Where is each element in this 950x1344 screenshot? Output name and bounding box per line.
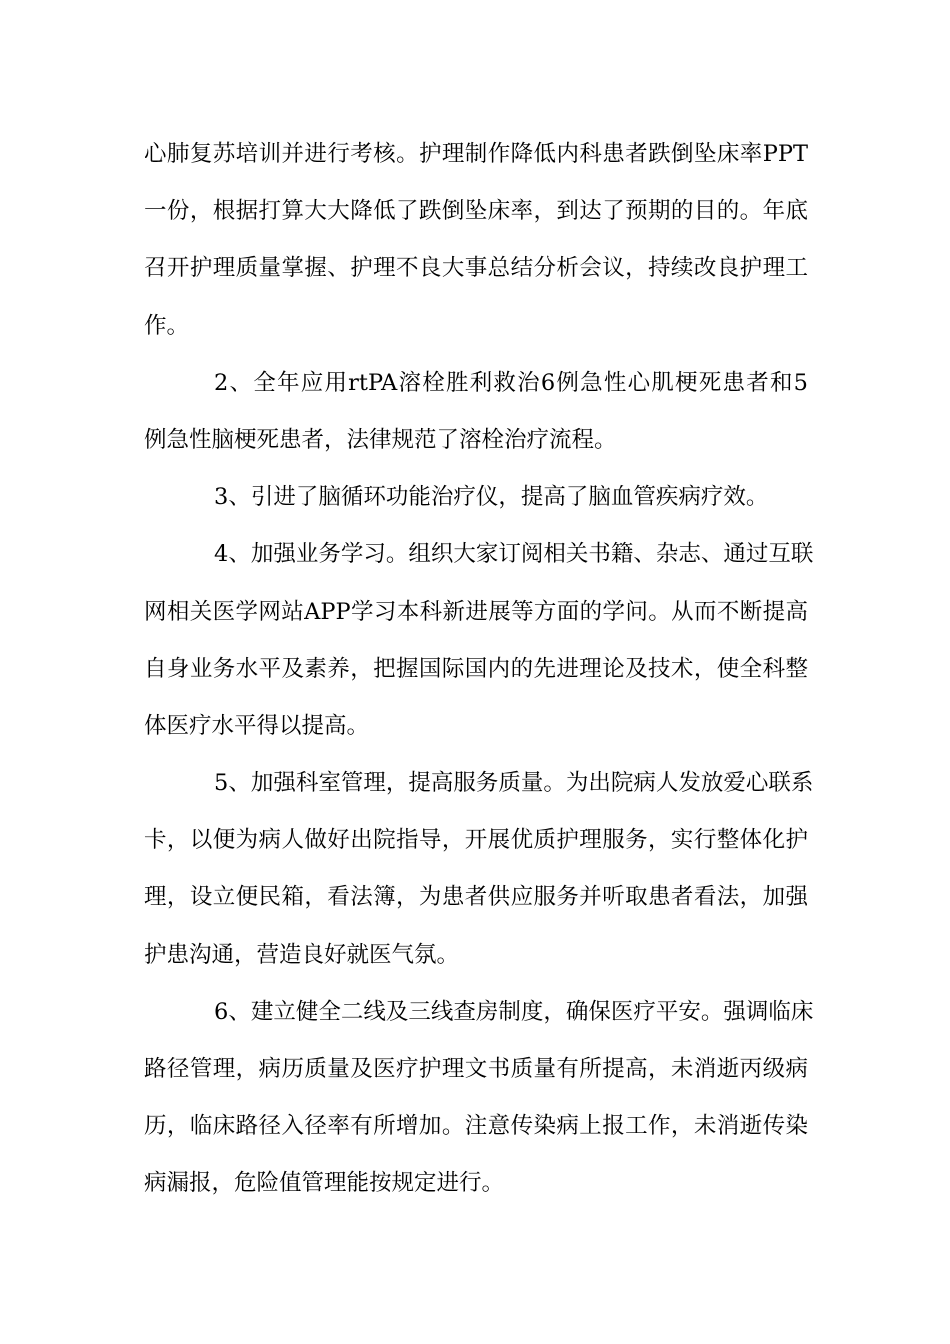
text-line: 路径管理，病历质量及医疗护理文书质量有所提高，未消逝丙级病 bbox=[144, 1056, 808, 1082]
text-line: 网相关医学网站APP学习本科新进展等方面的学问。从而不断提高 bbox=[144, 598, 808, 625]
text-line: 心肺复苏培训并进行考核。护理制作降低内科患者跌倒坠床率PPT bbox=[144, 141, 808, 167]
text-line: 5、加强科室管理，提高服务质量。为出院病人发放爱心联系 bbox=[214, 770, 814, 797]
text-line: 病漏报，危险值管理能按规定进行。 bbox=[144, 1170, 505, 1197]
text-line: 召开护理质量掌握、护理不良大事总结分析会议，持续改良护理工 bbox=[144, 255, 808, 282]
text-line: 4、加强业务学习。组织大家订阅相关书籍、杂志、通过互联 bbox=[214, 541, 814, 568]
text-line: 6、建立健全二线及三线查房制度，确保医疗平安。强调临床 bbox=[214, 998, 814, 1025]
text-line: 作。 bbox=[144, 312, 190, 339]
text-line: 2、全年应用rtPA溶栓胜利救治6例急性心肌梗死患者和5 bbox=[214, 369, 808, 396]
text-line: 一份，根据打算大大降低了跌倒坠床率，到达了预期的目的。年底 bbox=[144, 198, 808, 225]
text-line: 卡，以便为病人做好出院指导，开展优质护理服务，实行整体化护 bbox=[144, 827, 808, 854]
text-line: 例急性脑梗死患者，法律规范了溶栓治疗流程。 bbox=[144, 426, 617, 453]
text-line: 历，临床路径入径率有所增加。注意传染病上报工作，未消逝传染 bbox=[144, 1113, 808, 1140]
document-body bbox=[144, 126, 814, 1213]
text-line: 护患沟通，营造良好就医气氛。 bbox=[144, 941, 460, 968]
text-line: 体医疗水平得以提高。 bbox=[144, 712, 370, 739]
text-line: 自身业务水平及素养，把握国际国内的先进理论及技术，使全科整 bbox=[144, 655, 808, 682]
text-line: 3、引进了脑循环功能治疗仪，提高了脑血管疾病疗效。 bbox=[214, 484, 769, 511]
text-line: 理，设立便民箱，看法簿，为患者供应服务并听取患者看法，加强 bbox=[144, 884, 808, 911]
